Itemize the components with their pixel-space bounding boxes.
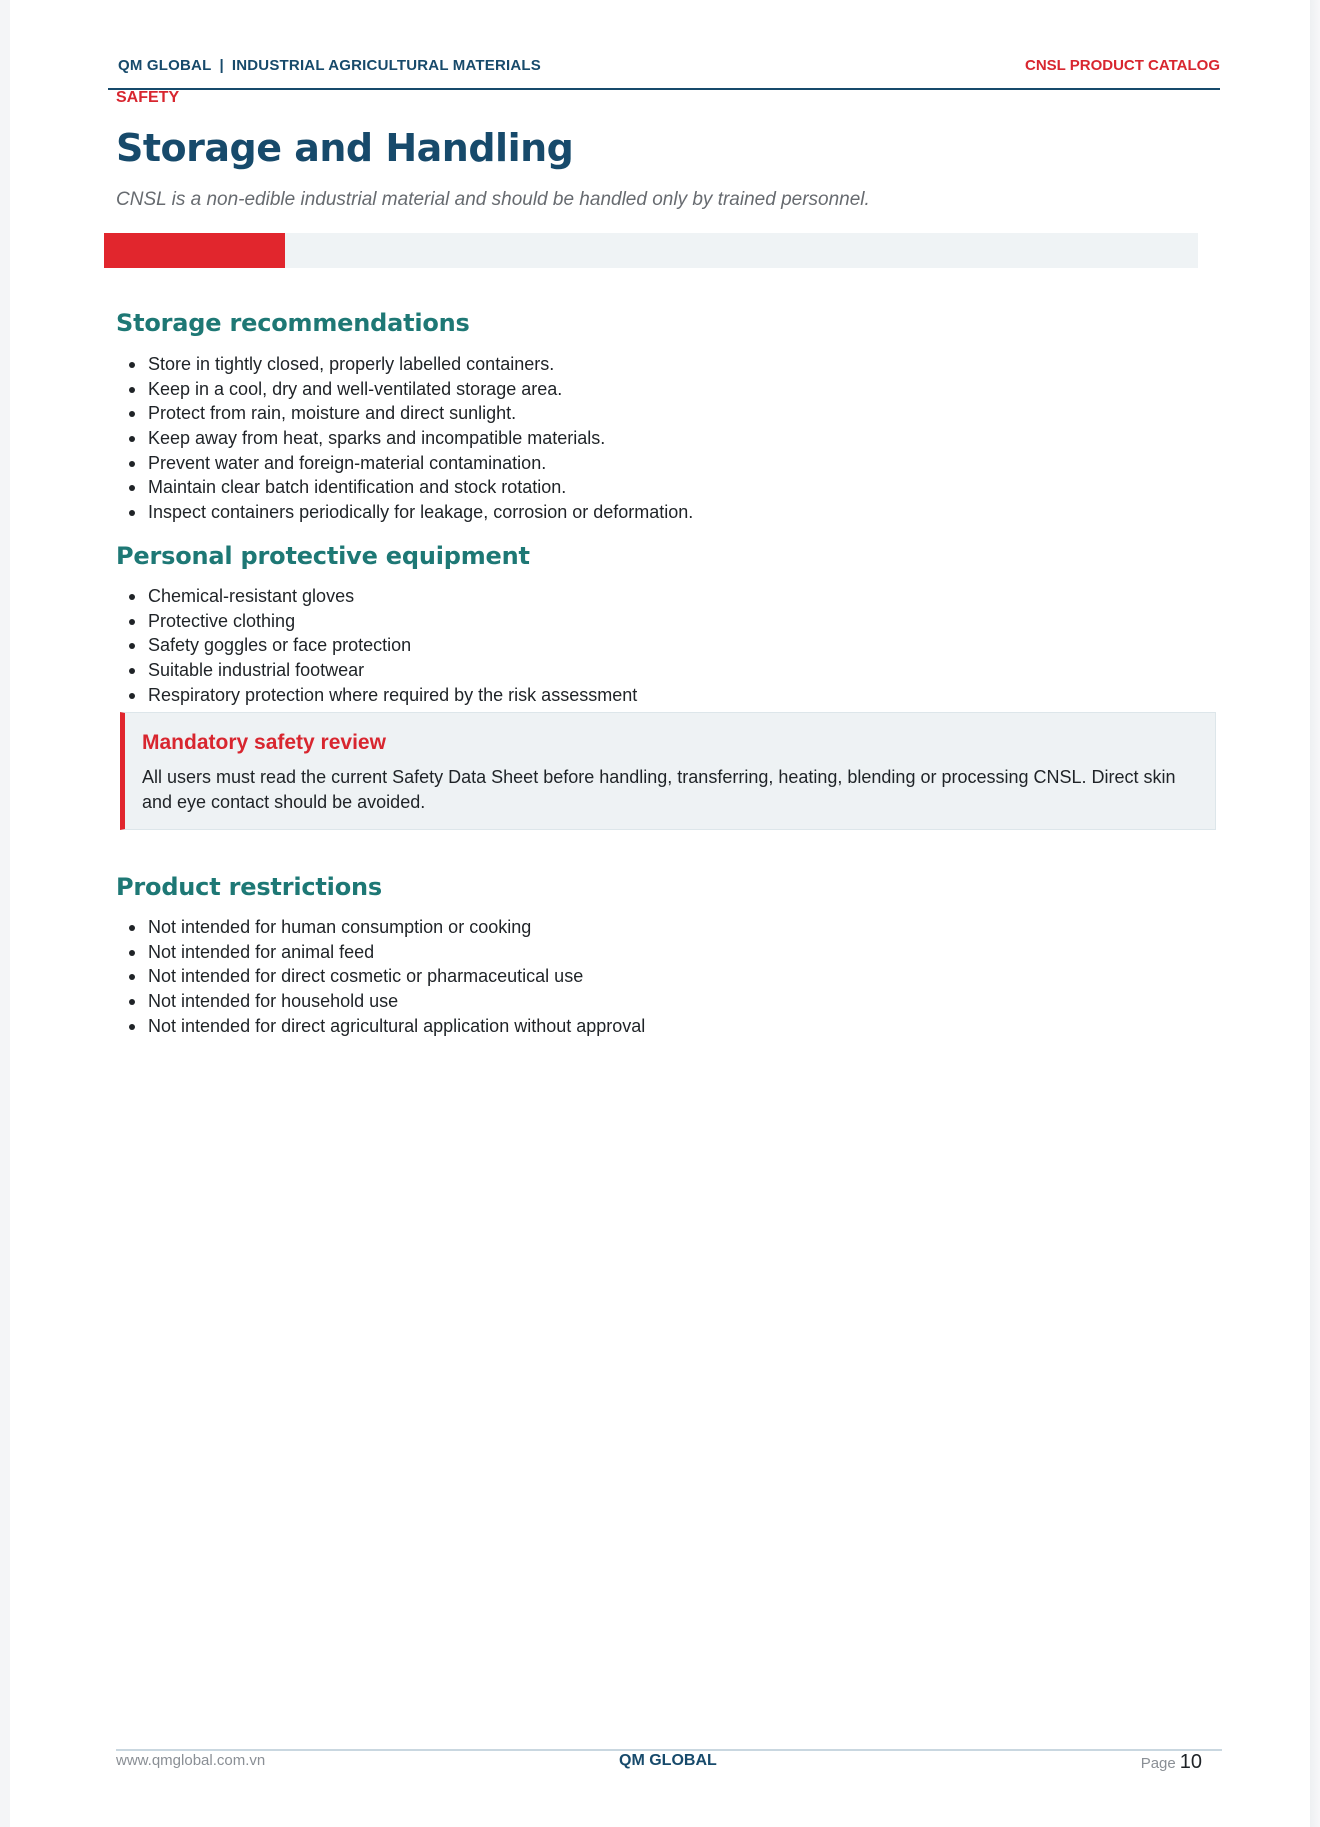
safety-callout: [120, 712, 1216, 830]
list-item: Protect from rain, moisture and direct sunlight.: [116, 401, 693, 426]
storage-heading: Storage recommendations: [116, 309, 470, 337]
page-title: Storage and Handling: [116, 126, 574, 170]
list-item: Protective clothing: [116, 609, 637, 634]
footer-brand: QM GLOBAL: [619, 1752, 717, 1769]
footer-page-label: Page: [1140, 1755, 1176, 1772]
storage-list: [116, 352, 693, 525]
ppe-heading: Personal protective equipment: [116, 542, 530, 570]
footer-page: [1141, 1751, 1202, 1774]
list-item: Inspect containers periodically for leakage, corrosion or deformation.: [116, 500, 693, 525]
page-subtitle: CNSL is a non-edible industrial material and should be handled only by trained personnel.: [116, 189, 870, 210]
restrictions-heading: Product restrictions: [116, 873, 382, 901]
footer-page-number: 10: [1179, 1751, 1202, 1773]
list-item: Maintain clear batch identification and stock rotation.: [116, 475, 693, 500]
footer-divider: [116, 1749, 1222, 1751]
header-catalog-title: CNSL PRODUCT CATALOG: [1025, 57, 1220, 74]
callout-title: Mandatory safety review: [142, 731, 386, 754]
restrictions-list: [116, 915, 645, 1038]
header-separator: |: [219, 57, 224, 74]
header-brand-line: [118, 57, 541, 74]
title-band-accent: [104, 233, 285, 268]
catalog-page: [10, 0, 1310, 1827]
page-edge: [1310, 0, 1320, 1827]
list-item: Store in tightly closed, properly labelled containers.: [116, 352, 693, 377]
title-band: [104, 233, 1198, 268]
list-item: Suitable industrial footwear: [116, 658, 637, 683]
footer-website: www.qmglobal.com.vn: [116, 1752, 266, 1769]
list-item: Keep away from heat, sparks and incompatible materials.: [116, 426, 693, 451]
section-tag: SAFETY: [116, 89, 180, 106]
page-header: [108, 54, 1220, 90]
callout-body: All users must read the current Safety Data Sheet before handling, transferring, heating, blending or processing CNSL. Direct skin and eye contact should be avoided.: [142, 767, 1176, 812]
list-item: Not intended for household use: [116, 989, 645, 1014]
list-item: Prevent water and foreign-material contamination.: [116, 451, 693, 476]
list-item: Not intended for animal feed: [116, 940, 645, 965]
list-item: Not intended for direct cosmetic or pharmaceutical use: [116, 964, 645, 989]
list-item: Chemical-resistant gloves: [116, 584, 637, 609]
list-item: Safety goggles or face protection: [116, 633, 637, 658]
header-division: INDUSTRIAL AGRICULTURAL MATERIALS: [231, 57, 541, 74]
ppe-list: [116, 584, 637, 707]
header-brand: QM GLOBAL: [118, 57, 212, 74]
list-item: Not intended for direct agricultural application without approval: [116, 1014, 645, 1039]
list-item: Keep in a cool, dry and well-ventilated storage area.: [116, 377, 693, 402]
list-item: Not intended for human consumption or cooking: [116, 915, 645, 940]
list-item: Respiratory protection where required by the risk assessment: [116, 683, 637, 708]
